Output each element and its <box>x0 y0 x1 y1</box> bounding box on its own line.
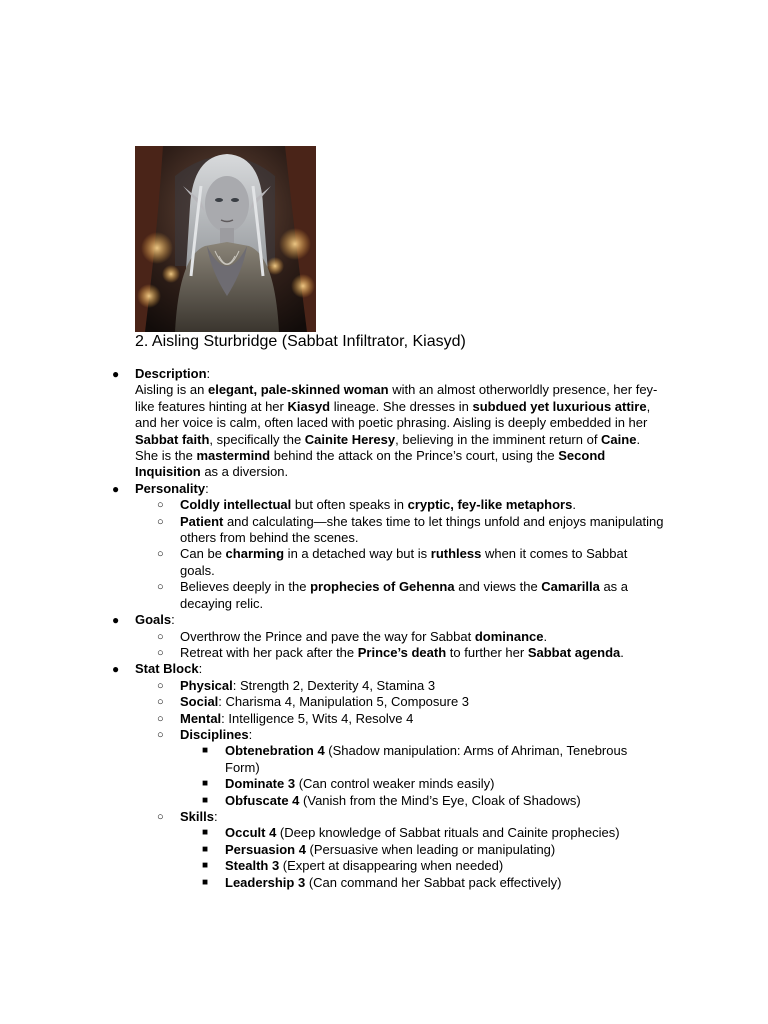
circle-bullet-icon: ○ <box>157 646 164 659</box>
bullet-icon: ● <box>112 367 120 381</box>
circle-bullet-icon: ○ <box>157 679 164 692</box>
stat-physical: ○ Physical: Strength 2, Dexterity 4, Stamina 3 <box>157 677 436 693</box>
character-heading: 2. Aisling Sturbridge (Sabbat Infiltrator, Kiasyd) <box>135 333 466 350</box>
personality-item: ○ Believes deeply in the prophecies of Gehenna and views the Camarilla as a decaying relic. <box>157 579 629 611</box>
description-section <box>0 366 663 481</box>
circle-bullet-icon: ○ <box>157 630 164 643</box>
stat-skills: ○ Skills: <box>157 808 218 824</box>
stat-block-label: Stat Block <box>135 661 199 677</box>
personality-item: ○ Patient and calculating—she takes time to let things unfold and enjoys manipulating others from behind the scenes. <box>157 513 664 546</box>
gothic-elf-woman-portrait-icon <box>135 146 316 332</box>
discipline-item: ■ Obfuscate 4 (Vanish from the Mind’s Eye, Cloak of Shadows) <box>202 792 581 808</box>
circle-bullet-icon: ○ <box>157 728 164 741</box>
goal-item: ○ Retreat with her pack after the Prince’s death to further her Sabbat agenda. <box>157 644 624 660</box>
goal-item: ○ Overthrow the Prince and pave the way for Sabbat dominance. <box>157 628 548 644</box>
stat-social: ○ Social: Charisma 4, Manipulation 5, Composure 3 <box>157 694 470 710</box>
circle-bullet-icon: ○ <box>157 810 164 823</box>
skill-item: ■ Persuasion 4 (Persuasive when leading or manipulating) <box>202 841 556 857</box>
personality-item: ○ Can be charming in a detached way but is ruthless when it comes to Sabbat goals. <box>157 546 628 578</box>
square-bullet-icon: ■ <box>202 794 209 806</box>
description-label: Description <box>135 366 207 381</box>
personality-section: ● Personality: <box>112 480 209 496</box>
circle-bullet-icon: ○ <box>157 581 164 594</box>
square-bullet-icon: ■ <box>202 843 209 855</box>
circle-bullet-icon: ○ <box>157 499 164 512</box>
bullet-icon: ● <box>112 613 120 628</box>
discipline-item: ■ Obtenebration 4 (Shadow manipulation: Arms of Ahriman, Tenebrous Form) <box>202 743 628 775</box>
goals-section: ● Goals: <box>112 612 175 628</box>
circle-bullet-icon: ○ <box>157 696 164 709</box>
personality-item: ○ Coldly intellectual but often speaks in cryptic, fey-like metaphors. <box>157 497 576 513</box>
stat-disciplines: ○ Disciplines: <box>157 726 253 742</box>
square-bullet-icon: ■ <box>202 876 209 888</box>
colon: : <box>206 366 211 381</box>
skill-item: ■ Stealth 3 (Expert at disappearing when needed) <box>202 858 504 874</box>
circle-bullet-icon: ○ <box>157 548 164 561</box>
stat-block-section: ● Stat Block: <box>112 661 203 677</box>
square-bullet-icon: ■ <box>202 745 209 757</box>
circle-bullet-icon: ○ <box>157 515 164 528</box>
stat-mental: ○ Mental: Intelligence 5, Wits 4, Resolve 4 <box>157 710 414 726</box>
description-text: Aisling is an elegant, pale-skinned woman with an almost otherworldly presence, her fey-like features hinting at her Kiasyd lineage. She dresses in subdued yet luxurious attire, and her voice is calm, often laced with poetic phrasing. Aisling is deeply embedded in her Sabbat faith, specifically the Cainite Heresy, believing in the imminent return of Caine. She is the mastermind behind the attack on the Prince’s court, using the Second Inquisition as a diversion. <box>135 382 658 480</box>
circle-bullet-icon: ○ <box>157 712 164 725</box>
skill-item: ■ Occult 4 (Deep knowledge of Sabbat rituals and Cainite prophecies) <box>202 825 620 841</box>
bullet-icon: ● <box>112 662 120 677</box>
bullet-icon: ● <box>112 481 120 496</box>
goals-label: Goals <box>135 612 172 628</box>
character-sheet <box>0 366 768 891</box>
square-bullet-icon: ■ <box>202 778 209 790</box>
square-bullet-icon: ■ <box>202 827 209 839</box>
skill-item: ■ Leadership 3 (Can command her Sabbat pack effectively) <box>202 874 562 890</box>
square-bullet-icon: ■ <box>202 860 209 872</box>
character-portrait <box>135 146 316 332</box>
discipline-item: ■ Dominate 3 (Can control weaker minds easily) <box>202 776 495 792</box>
personality-label: Personality <box>135 480 206 496</box>
